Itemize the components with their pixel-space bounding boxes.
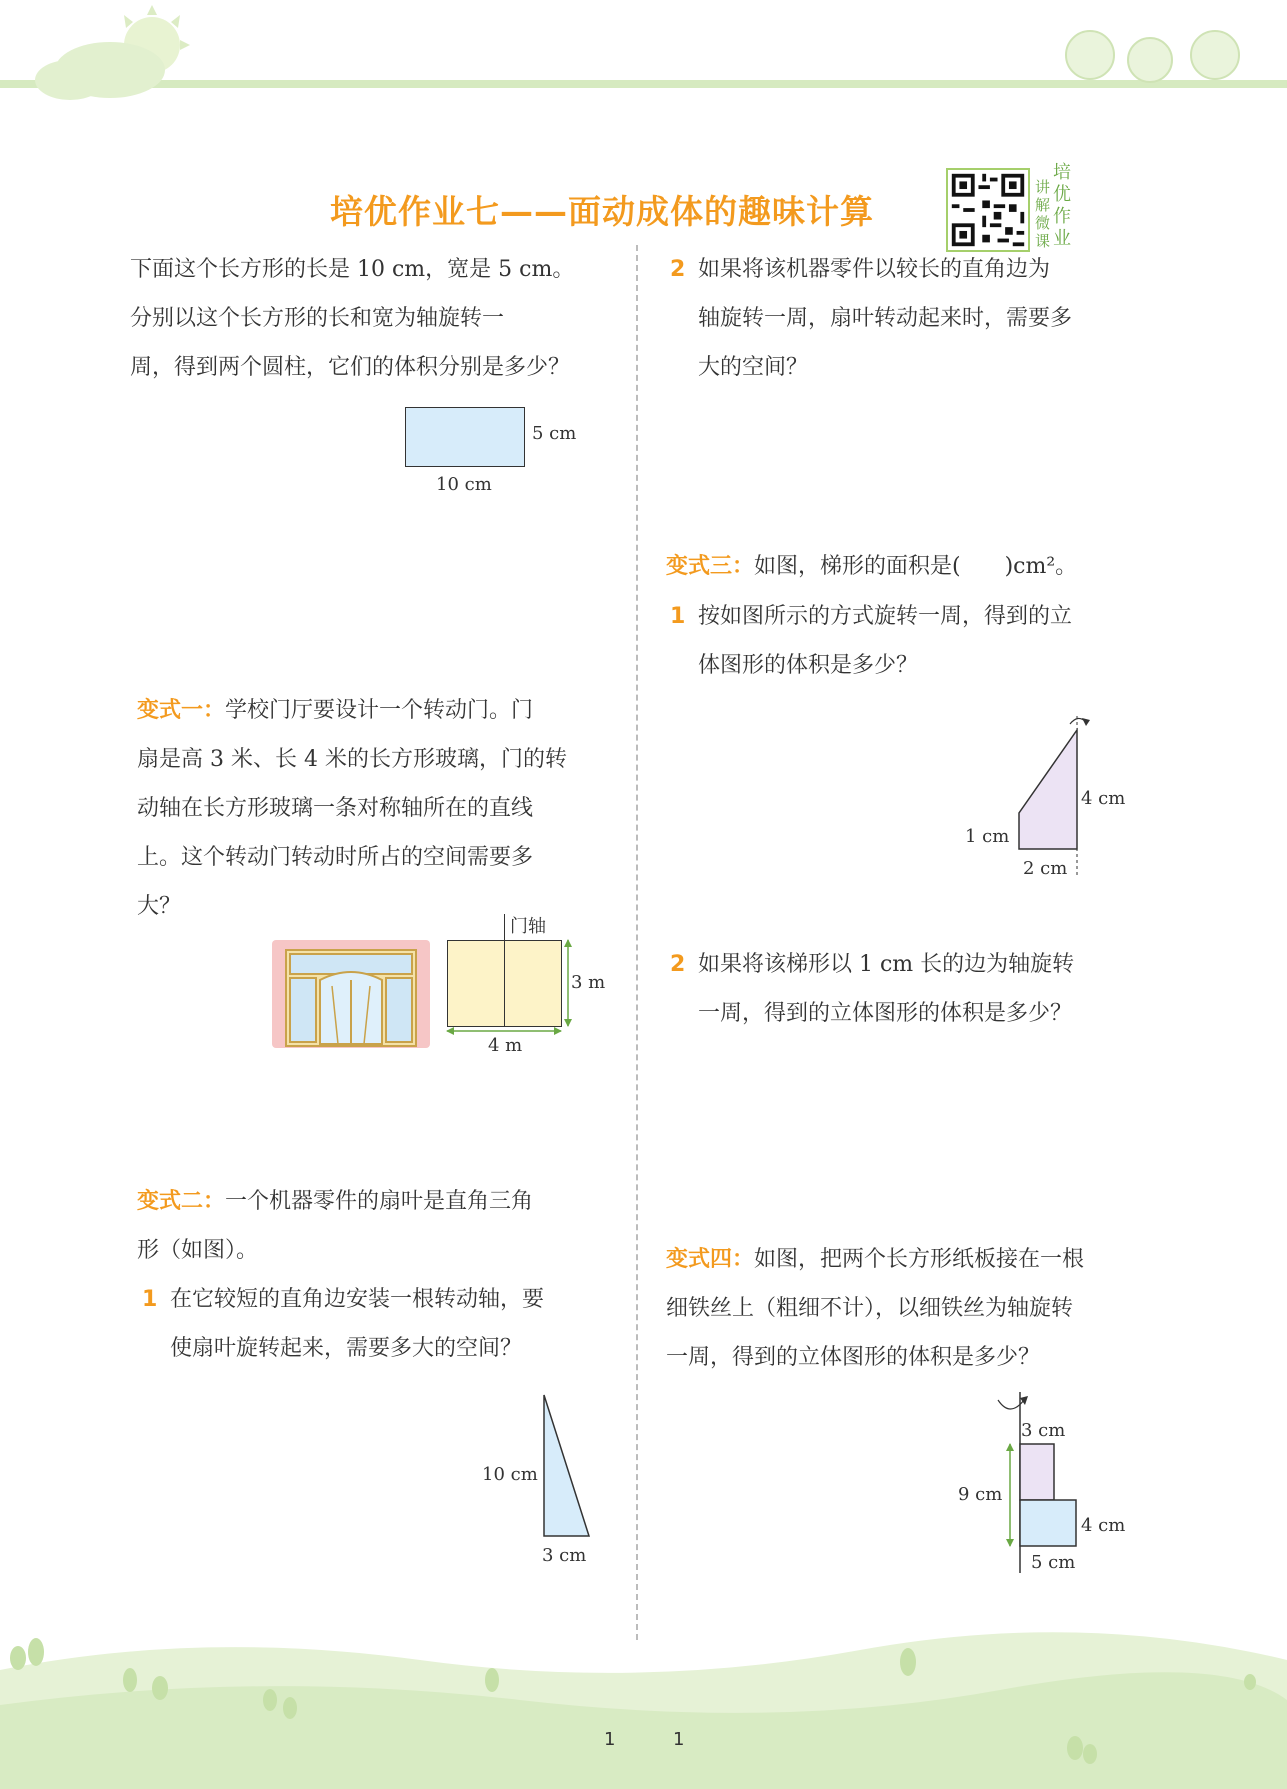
trapezoid-bottom-label: 2 cm xyxy=(1023,858,1068,879)
rectangle-length-label: 10 cm xyxy=(436,474,492,495)
question-0: 下面这个长方形的长是 10 cm，宽是 5 cm。 分别以这个长方形的长和宽为轴旋转一 周，得到两个圆柱，它们的体积分别是多少？ xyxy=(130,257,575,380)
variant-3: 变式三：如图，梯形的面积是( )cm²。 xyxy=(666,554,1078,579)
variant-1-tag: 变式一： xyxy=(137,698,226,723)
top-rect-width-label: 3 cm xyxy=(1021,1420,1066,1441)
qr-label-right: 培 优 作 业 xyxy=(1053,162,1071,249)
header-decoration xyxy=(0,0,1287,110)
door-axis-label: 门轴 xyxy=(510,916,546,937)
page-number-right: 1 xyxy=(673,1729,685,1750)
variant-3-question-1: 1 按如图所示的方式旋转一周，得到的立 体图形的体积是多少？ xyxy=(670,604,1073,678)
qr-code-icon[interactable] xyxy=(946,168,1030,252)
bottom-rect-width-label: 5 cm xyxy=(1031,1552,1076,1573)
rectangle-figure xyxy=(405,407,525,467)
triangle-base-label: 3 cm xyxy=(542,1545,587,1566)
variant-1: 变式一：学校门厅要设计一个转动门。门 扇是高 3 米、长 4 米的长方形玻璃，门的转 动轴在长方形玻璃一条对称轴所在的直线 上。这个转动门转动时所占的空间需要多 大？ xyxy=(137,698,567,919)
page-number-left: 1 xyxy=(604,1729,616,1750)
trapezoid-short-side-label: 1 cm xyxy=(965,826,1010,847)
variant-4: 变式四：如图，把两个长方形纸板接在一根 细铁丝上（粗细不计），以细铁丝为轴旋转 一周，得到的立体图形的体积是多少？ xyxy=(666,1247,1085,1370)
variant-3-tag: 变式三： xyxy=(666,554,755,579)
door-height-label: 3 m xyxy=(571,972,606,993)
variant-2-question-2: 2 如果将该机器零件以较长的直角边为 轴旋转一周，扇叶转动起来时，需要多 大的空间？ xyxy=(670,257,1073,380)
qr-label-left: 讲 解 微 课 xyxy=(1035,178,1051,250)
page-title: 培优作业七——面动成体的趣味计算 xyxy=(330,192,874,231)
triangle-height-label: 10 cm xyxy=(482,1464,538,1485)
bottom-rect-height-label: 4 cm xyxy=(1081,1515,1126,1536)
variant-4-tag: 变式四： xyxy=(666,1247,755,1272)
total-height-label: 9 cm xyxy=(958,1484,1003,1505)
door-axis-line xyxy=(504,914,505,1026)
trapezoid-long-side-label: 4 cm xyxy=(1081,788,1126,809)
variant-2-tag: 变式二： xyxy=(137,1189,226,1214)
variant-3-question-2: 2 如果将该梯形以 1 cm 长的边为轴旋转 一周，得到的立体图形的体积是多少？ xyxy=(670,952,1075,1026)
two-rectangles-figure xyxy=(990,1390,1080,1575)
variant-2-question-1: 1 在它较短的直角边安装一根转动轴，要 使扇叶旋转起来，需要多大的空间？ xyxy=(142,1287,545,1361)
triangle-figure xyxy=(540,1393,592,1539)
revolving-door-icon xyxy=(272,940,430,1048)
variant-2: 变式二：一个机器零件的扇叶是直角三角 形（如图）。 xyxy=(137,1189,534,1263)
footer-hills-decoration xyxy=(0,1630,1287,1789)
animal-faces-icon xyxy=(1066,31,1239,82)
rectangle-width-label: 5 cm xyxy=(532,423,577,444)
column-divider xyxy=(636,245,638,1640)
door-width-label: 4 m xyxy=(488,1035,523,1056)
